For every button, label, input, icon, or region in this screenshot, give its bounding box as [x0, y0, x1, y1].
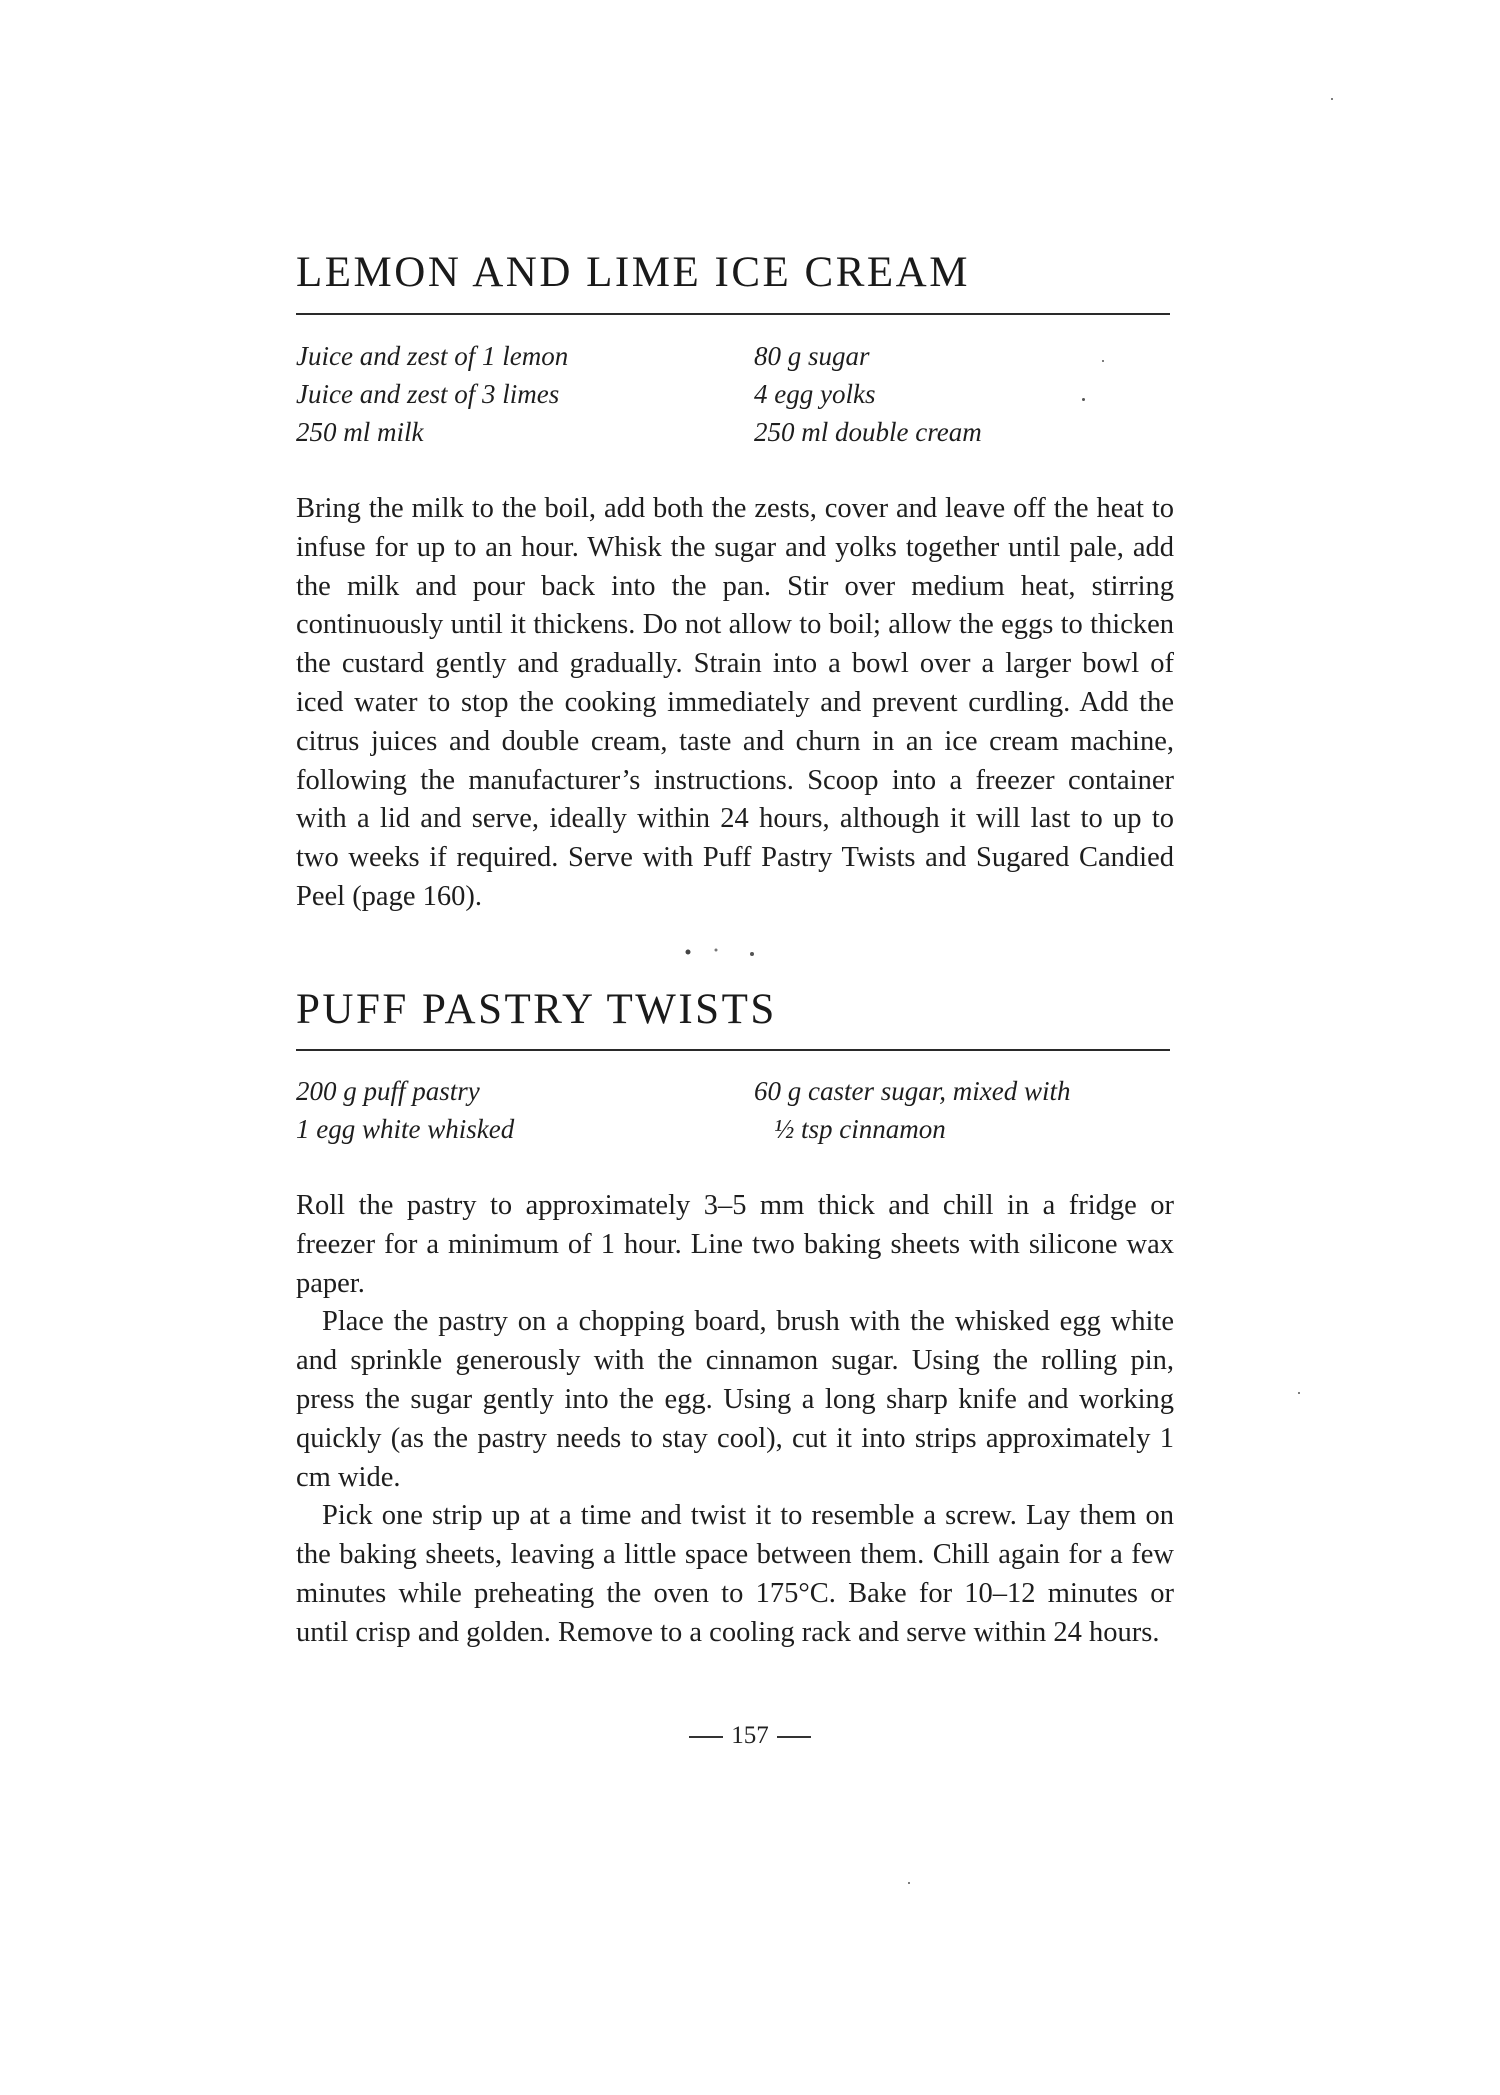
ingredient: 250 ml double cream: [754, 417, 982, 447]
method-paragraph: Place the pastry on a chopping board, brush with the whisked egg white and sprinkle generously with the cinnamon sugar. Using the rolling pin, press the sugar gently into the egg. Using a long sharp knife and working quickly (as the pastry needs to stay cool), cut it into strips approximately 1 cm wide.: [296, 1306, 1174, 1493]
method-paragraph: Pick one strip up at a time and twist it to resemble a screw. Lay them on the baking sheets, leaving a little space between them. Chill again for a few minutes while preheating the oven to 175°C. Bake for 10–12 minutes or until crisp and golden. Remove to a cooling rack and serve within 24 hours.: [296, 1500, 1174, 1648]
ingredients-right-column: [754, 1072, 1071, 1148]
scan-speck: [1331, 98, 1333, 100]
method-paragraph: Roll the pastry to approximately 3–5 mm thick and chill in a fridge or freezer for a minimum of 1 hour. Line two baking sheets with silicone wax paper.: [296, 1190, 1174, 1299]
title-rule: [296, 1049, 1170, 1051]
ingredients-list: [296, 337, 1170, 457]
ingredient: 4 egg yolks: [754, 379, 876, 409]
recipe-title-puff-pastry-twists: PUFF PASTRY TWISTS: [296, 986, 777, 1033]
ingredient: 80 g sugar: [754, 341, 870, 371]
ingredients-list: [296, 1072, 1170, 1152]
scan-speck: [1298, 1392, 1300, 1394]
folio-dash: [689, 1736, 723, 1738]
folio-dash: [777, 1736, 811, 1738]
ingredient: ½ tsp cinnamon: [774, 1114, 946, 1144]
method-paragraph: Bring the milk to the boil, add both the zests, cover and leave off the heat to infuse for up to an hour. Whisk the sugar and yolks together until pale, add the milk and pour back into the pan. Stir over medium heat, stirring continuously until it thickens. Do not allow to boil; allow the eggs to thicken the custard gently and gradually. Strain into a bowl over a larger bowl of iced water to stop the cooking immediately and prevent curdling. Add the citrus juices and double cream, taste and churn in an ice cream machine, following the manufacturer’s instructions. Scoop into a freezer container with a lid and serve, ideally within 24 hours, although it will last to up to two weeks if required. Serve with Puff Pastry Twists and Sugared Candied Peel (page 160).: [296, 493, 1174, 912]
method-text: [296, 490, 1174, 917]
scan-speck: [1102, 360, 1104, 362]
ingredient: 1 egg white whisked: [296, 1114, 515, 1144]
page-number-text: 157: [731, 1722, 769, 1749]
ingredient: 60 g caster sugar, mixed with: [754, 1076, 1071, 1106]
ingredient: 200 g puff pastry: [296, 1076, 480, 1106]
page-number: [0, 1722, 1500, 1750]
ingredients-left-column: [296, 1072, 514, 1148]
scan-speck: [1082, 398, 1085, 401]
scan-speck: [908, 1882, 910, 1884]
ingredients-left-column: [296, 337, 568, 451]
ingredient: Juice and zest of 1 lemon: [296, 341, 569, 371]
method-text: [296, 1187, 1174, 1653]
section-ornament: [680, 944, 760, 960]
ingredient: 250 ml milk: [296, 417, 424, 447]
ingredients-right-column: [754, 337, 982, 451]
title-rule: [296, 313, 1170, 315]
ingredient: Juice and zest of 3 limes: [296, 379, 560, 409]
recipe-title-lemon-lime-ice-cream: LEMON AND LIME ICE CREAM: [296, 249, 970, 296]
